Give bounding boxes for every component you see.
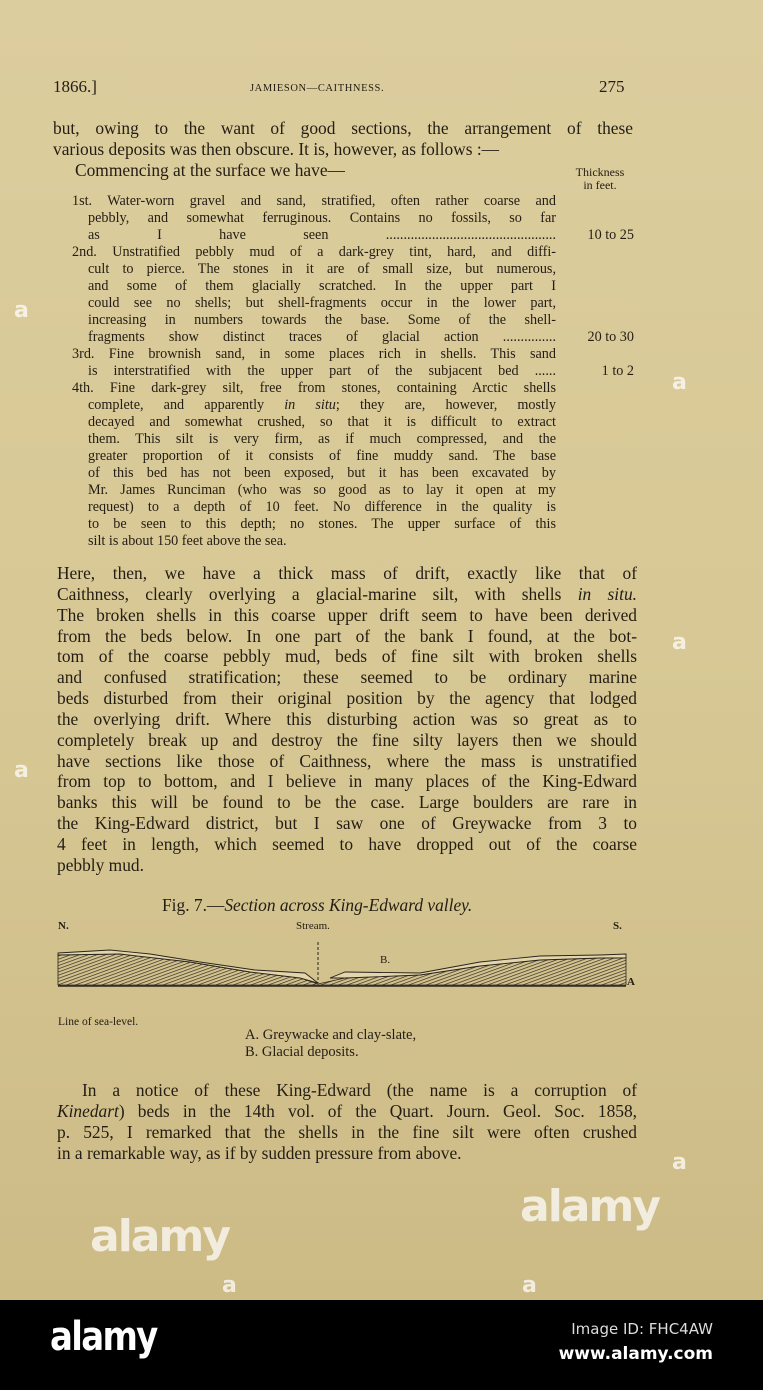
text-line: p. 525, I remarked that the shells in the fine silt were often crushed xyxy=(57,1121,637,1142)
bed-item xyxy=(72,380,556,550)
text-line: silt is about 150 feet above the sea. xyxy=(88,533,287,549)
figure-label: Fig. 7.— xyxy=(162,895,225,915)
italic-segment: in situ xyxy=(284,397,336,413)
text-line: the King-Edward district, but I saw one of Greywacke from 3 to xyxy=(57,813,637,834)
bed-thickness: 1 to 2 xyxy=(601,363,634,379)
text-line: 2nd. Unstratified pebbly mud of a dark-grey tint, hard, and diffi- xyxy=(72,244,556,260)
text-line: Here, then, we have a thick mass of drift, exactly like that of xyxy=(57,563,637,583)
figure-caption xyxy=(162,895,472,916)
text-line: The broken shells in this coarse upper drift seem to have been derived xyxy=(57,604,637,625)
intro-paragraph xyxy=(53,118,633,160)
text-line: increasing in numbers towards the base. Some of the shell- xyxy=(88,312,556,328)
text-line: have sections like those of Caithness, where the mass is unstratified xyxy=(57,750,637,771)
thickness-header-line1: Thickness xyxy=(575,165,625,179)
running-title: JAMIESON—CAITHNESS. xyxy=(250,83,385,94)
text-line: beds disturbed from their original position by the agency that lodged xyxy=(57,688,637,709)
text-line: from top to bottom, and I believe in many places of the King-Edward xyxy=(57,771,637,792)
watermark-mark: a xyxy=(14,758,29,783)
text-line: as I have seen ................................................ xyxy=(88,227,556,243)
watermark-mark: a xyxy=(14,298,29,323)
site-url[interactable]: www.alamy.com xyxy=(558,1344,713,1364)
final-paragraph xyxy=(57,1080,637,1163)
bed-item xyxy=(72,244,634,346)
text-line xyxy=(57,1101,637,1122)
text-line: in a remarkable way, as if by sudden pressure from above. xyxy=(57,1142,462,1163)
text-line: decayed and somewhat crushed, so that it is difficult to extract xyxy=(88,414,556,430)
watermark-mark: a xyxy=(672,370,687,395)
alamy-logo: alamy xyxy=(50,1314,157,1360)
figure-title: Section across King-Edward valley. xyxy=(224,895,473,915)
text-line xyxy=(72,397,556,414)
text-line: 1st. Water-worn gravel and sand, stratified, often rather coarse and xyxy=(72,193,556,209)
figure-b-label: B. xyxy=(380,954,391,966)
text-line: pebbly, and somewhat ferruginous. Contains no fossils, so far xyxy=(88,210,556,226)
text-line: pebbly mud. xyxy=(57,854,144,875)
bed-thickness: 20 to 30 xyxy=(587,329,634,345)
text-line: 4 feet in length, which seemed to have dropped out of the coarse xyxy=(57,833,637,854)
text-segment: complete, and apparently xyxy=(88,397,285,413)
watermark-mark: a xyxy=(522,1273,537,1298)
figure-north: N. xyxy=(58,920,69,932)
text-line: is interstratified with the upper part of the subjacent bed ...... xyxy=(88,363,556,379)
text-line: to be seen to this depth; no stones. The upper surface of this xyxy=(88,516,556,532)
beds-list xyxy=(72,193,634,550)
text-line: the overlying drift. Where this disturbing action was so great as to xyxy=(57,708,637,729)
commencing-text: Commencing at the surface we have— xyxy=(75,160,345,180)
bed-thickness: 10 to 25 xyxy=(587,227,634,243)
watermark-mark: a xyxy=(672,1150,687,1175)
figure-stream-label: Stream. xyxy=(296,920,330,932)
text-line: request) to a depth of 10 feet. No difference in the quality is xyxy=(88,499,556,515)
watermark-logo: alamy xyxy=(90,1211,229,1262)
text-line: them. This silt is very firm, as if much compressed, and the xyxy=(88,431,556,447)
thickness-header xyxy=(565,166,635,192)
legend-a: A. Greywacke and clay-slate, xyxy=(245,1027,417,1043)
text-line: from the beds below. In one part of the bank I found, at the bot- xyxy=(57,625,637,646)
main-paragraph xyxy=(57,563,637,876)
figure-south: S. xyxy=(613,920,622,932)
text-line: greater proportion of it consists of fine muddy sand. The base xyxy=(88,448,556,464)
text-line: various deposits was then obscure. It is, however, as follows :— xyxy=(53,138,500,159)
text-line: cult to pierce. The stones in it are of small size, but numerous, xyxy=(88,261,556,277)
text-line: 4th. Fine dark-grey silt, free from stones, containing Arctic shells xyxy=(72,380,556,396)
legend-b: B. Glacial deposits. xyxy=(245,1044,359,1060)
text-segment: ; they are, however, mostly xyxy=(335,397,557,413)
italic-segment: Kinedart xyxy=(57,1100,119,1121)
figure-legend xyxy=(245,1027,416,1061)
text-line: of this bed has not been exposed, but it has been excavated by xyxy=(88,465,556,481)
watermark-mark: a xyxy=(672,630,687,655)
text-line: but, owing to the want of good sections, the arrangement of these xyxy=(53,118,633,138)
text-line: 3rd. Fine brownish sand, in some places rich in shells. This sand xyxy=(72,346,556,362)
page-number: 275 xyxy=(599,77,625,96)
watermark-mark: a xyxy=(222,1273,237,1298)
text-line: could see no shells; but shell-fragments occur in the lower part, xyxy=(88,295,556,311)
text-line: completely break up and destroy the fine silty layers then we should xyxy=(57,729,637,750)
text-line: and confused stratification; these seemed to be ordinary marine xyxy=(57,667,637,688)
watermark-logo: alamy xyxy=(520,1181,659,1232)
text-line: In a notice of these King-Edward (the name is a corruption of xyxy=(82,1080,637,1100)
footer-bar xyxy=(0,1300,763,1390)
text-line: fragments show distinct traces of glacial action ............... xyxy=(88,329,556,345)
thickness-header-line2: in feet. xyxy=(583,178,617,192)
bed-item xyxy=(72,193,634,244)
text-line: banks this will be found to be the case. Large boulders are rare in xyxy=(57,792,637,813)
text-line: tom of the coarse pebbly mud, beds of fine silt with broken shells xyxy=(57,646,637,667)
bed-item xyxy=(72,346,634,380)
italic-segment: in situ. xyxy=(577,583,637,604)
text-segment: Caithness, clearly overlying a glacial-marine silt, with shells xyxy=(57,583,578,604)
sea-level-label: Line of sea-level. xyxy=(58,1016,139,1028)
text-line: and some of them glacially scratched. In the upper part I xyxy=(88,278,556,294)
text-line xyxy=(57,584,637,605)
figure-a-label: A xyxy=(627,976,635,988)
image-id: Image ID: FHC4AW xyxy=(571,1320,713,1338)
text-line: Mr. James Runciman (who was so good as to lay it open at my xyxy=(88,482,556,498)
header-year: 1866.] xyxy=(53,77,97,96)
text-segment: ) beds in the 14th vol. of the Quart. Journ. Geol. Soc. 1858, xyxy=(118,1100,637,1121)
